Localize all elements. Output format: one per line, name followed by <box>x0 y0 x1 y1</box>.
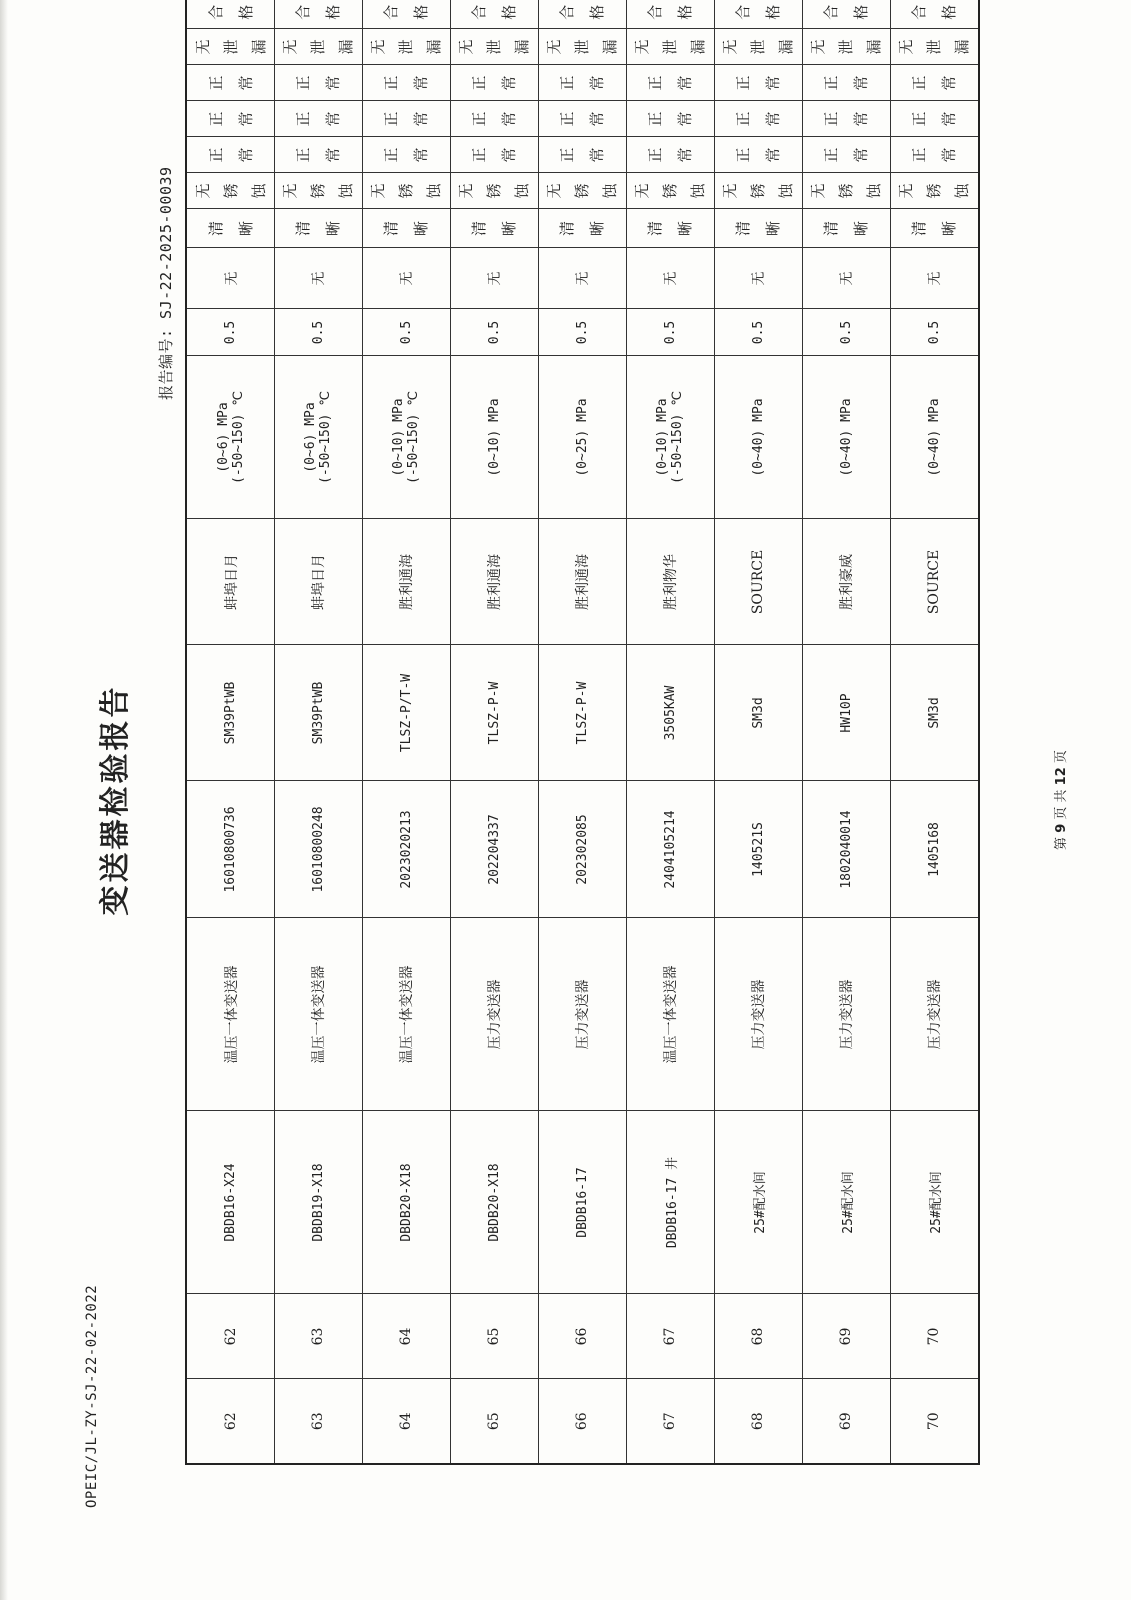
sequence-cell: 64 <box>362 1294 450 1379</box>
serial-number-cell: 202302085 <box>538 781 626 918</box>
damage-cell: 无 <box>538 248 626 309</box>
corrosion-check-cell: 无 锈 蚀 <box>186 173 275 209</box>
model-cell: 3505KAW <box>626 645 714 781</box>
accuracy-cell: 0.5 <box>714 309 802 356</box>
range-cell <box>714 356 802 519</box>
footer-page: 9 <box>1054 823 1069 833</box>
page-title: 变送器检验报告 <box>98 684 133 916</box>
model-cell: HW10P <box>802 645 890 781</box>
result-cell: 合 格 <box>538 0 626 29</box>
leak-check-cell: 无 泄 漏 <box>186 29 275 65</box>
check-4-cell: 正 常 <box>186 101 275 137</box>
position-cell: 25#配水间 <box>802 1111 890 1294</box>
range-cell <box>186 356 275 519</box>
row-number-cell: 70 <box>890 1379 979 1464</box>
page-footer <box>1050 0 1069 1600</box>
corrosion-check-cell: 无 锈 蚀 <box>450 173 538 209</box>
position-cell: 25#配水间 <box>714 1111 802 1294</box>
sequence-cell: 70 <box>890 1294 979 1379</box>
sequence-cell: 65 <box>450 1294 538 1379</box>
result-cell: 合 格 <box>275 0 363 29</box>
range-pressure: (0~6) MPa <box>303 402 319 473</box>
damage-cell: 无 <box>714 248 802 309</box>
result-cell: 合 格 <box>186 0 275 29</box>
position-cell: DBDB19-X18 <box>275 1111 363 1294</box>
check-4-cell: 正 常 <box>714 101 802 137</box>
serial-number-cell: 140521S <box>714 781 802 918</box>
check-4-cell: 正 常 <box>362 101 450 137</box>
damage-cell: 无 <box>362 248 450 309</box>
corrosion-check-cell: 无 锈 蚀 <box>802 173 890 209</box>
check-3-cell: 正 常 <box>450 137 538 173</box>
check-3-cell: 正 常 <box>626 137 714 173</box>
range-pressure: (0~40) MPa <box>838 398 854 477</box>
range-pressure: (0~10) MPa <box>655 398 671 477</box>
device-name-cell: 压力变送器 <box>890 918 979 1111</box>
leak-check-cell: 无 泄 漏 <box>362 29 450 65</box>
result-cell: 合 格 <box>626 0 714 29</box>
table-row <box>362 0 450 1464</box>
check-3-cell: 正 常 <box>802 137 890 173</box>
accuracy-cell: 0.5 <box>186 309 275 356</box>
check-4-cell: 正 常 <box>802 101 890 137</box>
manufacturer-cell: 蚌埠日月 <box>186 519 275 645</box>
device-name-cell: 温压一体变送器 <box>362 918 450 1111</box>
check-3-cell: 正 常 <box>890 137 979 173</box>
manufacturer-cell: 胜利物华 <box>626 519 714 645</box>
check-3-cell: 正 常 <box>362 137 450 173</box>
result-cell: 合 格 <box>714 0 802 29</box>
position-cell: DBDB16-17 井 <box>626 1111 714 1294</box>
manufacturer-cell: 胜利通海 <box>538 519 626 645</box>
position-cell: DBDB20-X18 <box>362 1111 450 1294</box>
corrosion-check-cell: 无 锈 蚀 <box>626 173 714 209</box>
check-5-cell: 正 常 <box>450 65 538 101</box>
row-number-cell: 65 <box>450 1379 538 1464</box>
model-cell: TLSZ-P/T-W <box>362 645 450 781</box>
range-pressure: (0~40) MPa <box>750 398 766 477</box>
footer-total: 12 <box>1054 767 1069 786</box>
corrosion-check-cell: 无 锈 蚀 <box>362 173 450 209</box>
leak-check-cell: 无 泄 漏 <box>714 29 802 65</box>
range-cell <box>626 356 714 519</box>
manufacturer-cell: 胜利通海 <box>362 519 450 645</box>
accuracy-cell: 0.5 <box>802 309 890 356</box>
model-cell: SM3d <box>714 645 802 781</box>
device-name-cell: 压力变送器 <box>538 918 626 1111</box>
nameplate-check-cell: 清 晰 <box>538 209 626 248</box>
check-5-cell: 正 常 <box>802 65 890 101</box>
nameplate-check-cell: 清 晰 <box>362 209 450 248</box>
footer-suffix: 页 <box>1054 750 1069 764</box>
position-cell: DBDB16-17 <box>538 1111 626 1294</box>
leak-check-cell: 无 泄 漏 <box>450 29 538 65</box>
result-cell: 合 格 <box>802 0 890 29</box>
table-row <box>275 0 363 1464</box>
range-temperature: (-50~150) ℃ <box>230 391 246 484</box>
damage-cell: 无 <box>626 248 714 309</box>
corrosion-check-cell: 无 锈 蚀 <box>275 173 363 209</box>
row-number-cell: 66 <box>538 1379 626 1464</box>
accuracy-cell: 0.5 <box>538 309 626 356</box>
check-4-cell: 正 常 <box>626 101 714 137</box>
manufacturer-cell: SOURCE <box>714 519 802 645</box>
range-pressure: (0~10) MPa <box>391 398 407 477</box>
sequence-cell: 68 <box>714 1294 802 1379</box>
accuracy-cell: 0.5 <box>362 309 450 356</box>
check-5-cell: 正 常 <box>538 65 626 101</box>
position-cell: DBDB16-X24 <box>186 1111 275 1294</box>
manufacturer-cell: SOURCE <box>890 519 979 645</box>
serial-number-cell: 1405168 <box>890 781 979 918</box>
result-cell: 合 格 <box>450 0 538 29</box>
sequence-cell: 67 <box>626 1294 714 1379</box>
range-pressure: (0~6) MPa <box>215 402 231 473</box>
manufacturer-cell: 胜利豪威 <box>802 519 890 645</box>
model-cell: TLSZ-P-W <box>538 645 626 781</box>
model-cell: TLSZ-P-W <box>450 645 538 781</box>
leak-check-cell: 无 泄 漏 <box>275 29 363 65</box>
nameplate-check-cell: 清 晰 <box>186 209 275 248</box>
row-number-cell: 63 <box>275 1379 363 1464</box>
model-cell: SM3d <box>890 645 979 781</box>
report-number <box>155 166 176 400</box>
check-4-cell: 正 常 <box>275 101 363 137</box>
range-temperature: (-50~150) ℃ <box>406 391 422 484</box>
footer-prefix: 第 <box>1054 836 1069 850</box>
corrosion-check-cell: 无 锈 蚀 <box>714 173 802 209</box>
sequence-cell: 66 <box>538 1294 626 1379</box>
serial-number-cell: 16010800736 <box>186 781 275 918</box>
corrosion-check-cell: 无 锈 蚀 <box>538 173 626 209</box>
serial-number-cell: 16010800248 <box>275 781 363 918</box>
inspection-table <box>185 0 980 1465</box>
serial-number-cell: 1802040014 <box>802 781 890 918</box>
check-3-cell: 正 常 <box>538 137 626 173</box>
leak-check-cell: 无 泄 漏 <box>802 29 890 65</box>
damage-cell: 无 <box>450 248 538 309</box>
range-cell <box>802 356 890 519</box>
range-pressure: (0~25) MPa <box>574 398 590 477</box>
corrosion-check-cell: 无 锈 蚀 <box>890 173 979 209</box>
device-name-cell: 压力变送器 <box>714 918 802 1111</box>
damage-cell: 无 <box>275 248 363 309</box>
damage-cell: 无 <box>890 248 979 309</box>
check-5-cell: 正 常 <box>714 65 802 101</box>
check-3-cell: 正 常 <box>186 137 275 173</box>
serial-number-cell: 2404105214 <box>626 781 714 918</box>
model-cell: SM39PtWB <box>186 645 275 781</box>
accuracy-cell: 0.5 <box>275 309 363 356</box>
table-row <box>802 0 890 1464</box>
range-pressure: (0~10) MPa <box>486 398 502 477</box>
nameplate-check-cell: 清 晰 <box>714 209 802 248</box>
range-cell <box>538 356 626 519</box>
check-5-cell: 正 常 <box>362 65 450 101</box>
range-cell <box>890 356 979 519</box>
nameplate-check-cell: 清 晰 <box>626 209 714 248</box>
table-row <box>714 0 802 1464</box>
row-number-cell: 64 <box>362 1379 450 1464</box>
range-temperature: (-50~150) ℃ <box>318 391 334 484</box>
table-row <box>450 0 538 1464</box>
device-name-cell: 压力变送器 <box>802 918 890 1111</box>
damage-cell: 无 <box>802 248 890 309</box>
nameplate-check-cell: 清 晰 <box>802 209 890 248</box>
check-5-cell: 正 常 <box>890 65 979 101</box>
check-3-cell: 正 常 <box>714 137 802 173</box>
table-row <box>538 0 626 1464</box>
model-cell: SM39PtWB <box>275 645 363 781</box>
sequence-cell: 63 <box>275 1294 363 1379</box>
check-5-cell: 正 常 <box>626 65 714 101</box>
nameplate-check-cell: 清 晰 <box>275 209 363 248</box>
check-5-cell: 正 常 <box>186 65 275 101</box>
accuracy-cell: 0.5 <box>890 309 979 356</box>
accuracy-cell: 0.5 <box>626 309 714 356</box>
position-cell: 25#配水间 <box>890 1111 979 1294</box>
leak-check-cell: 无 泄 漏 <box>890 29 979 65</box>
table-body <box>186 0 979 1464</box>
manufacturer-cell: 蚌埠日月 <box>275 519 363 645</box>
nameplate-check-cell: 清 晰 <box>890 209 979 248</box>
manufacturer-cell: 胜利通海 <box>450 519 538 645</box>
table-row <box>626 0 714 1464</box>
check-5-cell: 正 常 <box>275 65 363 101</box>
device-name-cell: 温压一体变送器 <box>186 918 275 1111</box>
leak-check-cell: 无 泄 漏 <box>626 29 714 65</box>
serial-number-cell: 2023020213 <box>362 781 450 918</box>
range-cell <box>362 356 450 519</box>
nameplate-check-cell: 清 晰 <box>450 209 538 248</box>
table-row <box>890 0 979 1464</box>
result-cell: 合 格 <box>362 0 450 29</box>
form-code: OPEIC/JL-ZY-SJ-22-02-2022 <box>84 1284 100 1508</box>
serial-number-cell: 202204337 <box>450 781 538 918</box>
row-number-cell: 69 <box>802 1379 890 1464</box>
accuracy-cell: 0.5 <box>450 309 538 356</box>
row-number-cell: 68 <box>714 1379 802 1464</box>
range-pressure: (0~40) MPa <box>926 398 942 477</box>
position-cell: DBDB20-X18 <box>450 1111 538 1294</box>
check-4-cell: 正 常 <box>538 101 626 137</box>
report-number-label: 报告编号: <box>157 328 175 400</box>
range-cell <box>275 356 363 519</box>
range-temperature: (-50~150) ℃ <box>670 391 686 484</box>
report-number-value: SJ-22-2025-00039 <box>157 166 175 319</box>
damage-cell: 无 <box>186 248 275 309</box>
check-4-cell: 正 常 <box>890 101 979 137</box>
row-number-cell: 62 <box>186 1379 275 1464</box>
footer-middle: 页 共 <box>1054 789 1069 820</box>
table-row <box>186 0 275 1464</box>
device-name-cell: 温压一体变送器 <box>275 918 363 1111</box>
check-4-cell: 正 常 <box>450 101 538 137</box>
range-cell <box>450 356 538 519</box>
device-name-cell: 压力变送器 <box>450 918 538 1111</box>
device-name-cell: 温压一体变送器 <box>626 918 714 1111</box>
result-cell: 合 格 <box>890 0 979 29</box>
leak-check-cell: 无 泄 漏 <box>538 29 626 65</box>
check-3-cell: 正 常 <box>275 137 363 173</box>
row-number-cell: 67 <box>626 1379 714 1464</box>
sequence-cell: 69 <box>802 1294 890 1379</box>
sequence-cell: 62 <box>186 1294 275 1379</box>
